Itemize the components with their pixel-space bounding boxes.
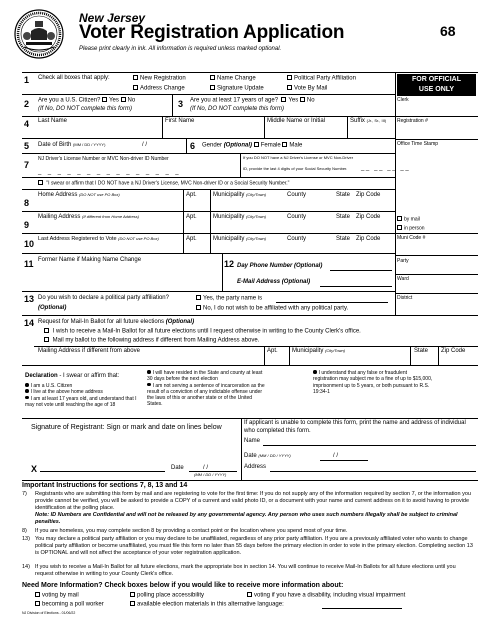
instruction-7: Registrants who are submitting this form by mail and are registering to vote for the first time: If you do not supply any of the information required by section 7, or the information you provide cannot be verified, you will be asked to provide a COPY of a current and valid photo ID, or a document with your name and current address on it to avoid having to provide identification at the polling place. xyxy=(35,491,471,511)
email-label: E-Mail Address (Optional) xyxy=(237,279,311,285)
female-checkbox[interactable] xyxy=(254,142,259,147)
home-address-label: Home Address (DO NOT use PO Box) xyxy=(38,192,120,198)
no-id-checkbox[interactable] xyxy=(38,180,43,185)
mailing-address-input[interactable] xyxy=(38,222,392,232)
declaration-col-1: I am a U.S. Citizen I live at the above home address I am at least 17 years old, and understand that I may not vote until reaching the age of 18 xyxy=(25,383,137,408)
instruction-8-number: 8) xyxy=(22,528,27,534)
section-2-note: (If No, DO NOT complete this form) xyxy=(38,106,133,112)
info-voting-by-mail[interactable]: voting by mail xyxy=(35,592,79,600)
more-info-title: Need More Information? Check boxes below if you would like to receive more information about: xyxy=(22,582,344,589)
official-use-header: FOR OFFICIAL USE ONLY xyxy=(397,74,476,96)
instruction-14: If you wish to receive a Mail-In Ballot for all future elections, mark the appropriate box in section 14. You will continue to receive Mail-In Ballots for all future elections until you request otherwise in writing to your County Clerk's office. xyxy=(35,564,456,577)
checkbox[interactable] xyxy=(133,85,138,90)
section-3-number: 3 xyxy=(178,99,184,109)
signature-label: Signature of Registrant: Sign or mark and date on lines below xyxy=(31,424,222,431)
instruction-7-note: Note: ID Numbers are Confidential and will not be released by any governmental agency. Any person who uses such numbers illegally shall be subject to criminal penalties. xyxy=(35,512,458,525)
checkbox[interactable] xyxy=(287,85,292,90)
checkbox[interactable] xyxy=(35,592,40,597)
first-name-label: First Name xyxy=(165,118,195,124)
mailing-address-label: Mailing Address (If different from Home Address) xyxy=(38,214,140,220)
section-13-number: 13 xyxy=(24,294,35,304)
state-label: State xyxy=(336,192,351,198)
instruction-7-number: 7) xyxy=(22,491,27,497)
municipality-label: Municipality (City/Town) xyxy=(213,192,267,198)
party-yes-option[interactable]: Yes, the party name is xyxy=(196,295,262,303)
phone-input[interactable] xyxy=(330,260,392,270)
state-label: State xyxy=(336,214,351,220)
citizen-yes-checkbox[interactable] xyxy=(102,97,107,102)
checkbox[interactable] xyxy=(133,75,138,80)
county-label: County xyxy=(287,236,307,242)
last-address-input[interactable] xyxy=(38,243,392,252)
assist-name-input[interactable] xyxy=(263,436,476,445)
info-poll-worker[interactable]: becoming a poll worker xyxy=(35,601,104,609)
checkbox[interactable] xyxy=(247,592,252,597)
nj-state-seal-icon xyxy=(14,9,64,59)
assist-date-label: Date (MM / DD / YYYY) xyxy=(244,453,291,459)
state-label: State xyxy=(336,236,351,242)
apt-label: Apt. xyxy=(186,236,197,242)
checkbox[interactable] xyxy=(287,75,292,80)
official-time-stamp: Office Time Stamp xyxy=(397,141,439,147)
official-clerk: Clerk xyxy=(397,97,409,103)
form-title: Voter Registration Application xyxy=(79,22,345,43)
assist-address-label: Address xyxy=(244,464,267,470)
declaration-title: Declaration - I swear or affirm that: xyxy=(25,373,120,379)
section-2-question: Are you a U.S. Citizen? Yes No xyxy=(38,97,136,104)
section-11-number: 11 xyxy=(24,259,34,269)
signature-date-label: Date xyxy=(171,465,184,471)
section-6-number: 6 xyxy=(190,141,196,151)
official-in-person[interactable]: in person xyxy=(397,225,476,232)
party-no-checkbox[interactable] xyxy=(196,305,201,310)
former-name-label: Former Name if Making Name Change xyxy=(38,257,142,263)
checkbox[interactable] xyxy=(397,216,402,221)
section-7-number: 7 xyxy=(24,160,30,170)
instruction-8: If you are homeless, you may complete section 8 by providing a contact point or the location where you spend most of your time. xyxy=(35,528,348,534)
opt-new-registration[interactable]: New Registration xyxy=(133,75,186,83)
zip-label: Zip Code xyxy=(356,214,381,220)
section-2-number: 2 xyxy=(24,99,30,109)
apt-label: Apt. xyxy=(186,192,197,198)
party-name-input[interactable] xyxy=(276,293,388,302)
official-by-mail[interactable]: by mail xyxy=(397,216,476,223)
checkbox[interactable] xyxy=(130,592,135,597)
county-label: County xyxy=(287,192,307,198)
age-yes-checkbox[interactable] xyxy=(281,97,286,102)
dob-label: Date of Birth (MM / DD / YYYY) xyxy=(38,142,106,148)
section-14-number: 14 xyxy=(24,318,35,328)
party-yes-checkbox[interactable] xyxy=(196,295,201,300)
mail-in-title: Request for Mail-In Ballot for all future elections (Optional) xyxy=(38,319,195,325)
home-address-input[interactable] xyxy=(38,200,392,210)
zip-label: Zip Code xyxy=(356,192,381,198)
apt-label: Apt. xyxy=(267,348,278,354)
mail-in-address-input[interactable] xyxy=(38,356,476,364)
official-ward: Ward xyxy=(397,276,409,282)
section-12-number: 12 xyxy=(224,259,235,269)
signature-date-slashes: / / xyxy=(203,465,209,471)
signature-date-hint: (MM / DD / YYYY) xyxy=(194,472,227,477)
municipality-label: Municipality (City/Town) xyxy=(292,348,346,354)
signature-input[interactable] xyxy=(40,440,165,470)
section-3-note: (If No, DO NOT complete this form) xyxy=(190,106,285,112)
drivers-license-label: NJ Driver's License Number or MVC Non-driver ID Number xyxy=(38,156,169,162)
no-id-affirmation[interactable]: "I swear or affirm that I DO NOT have a NJ Driver's License, MVC Non-driver ID or a Social Security Number." xyxy=(38,180,289,187)
citizen-no-checkbox[interactable] xyxy=(121,97,126,102)
mail-in-checkbox[interactable] xyxy=(44,328,49,333)
assist-name-label: Name xyxy=(244,438,261,444)
municipality-label: Municipality (City/Town) xyxy=(213,236,267,242)
opt-name-change[interactable]: Name Change xyxy=(210,75,256,83)
checkbox[interactable] xyxy=(35,601,40,606)
section-4-number: 4 xyxy=(24,119,30,129)
opt-vote-by-mail[interactable]: Vote By Mail xyxy=(287,85,327,93)
opt-party-affiliation[interactable]: Political Party Affiliation xyxy=(287,75,356,83)
suffix-label: Suffix (Jr., Sr., III) xyxy=(350,118,387,124)
zip-label: Zip Code xyxy=(356,236,381,242)
last-address-label: Last Address Registered to Vote (DO NOT use PO Box) xyxy=(38,236,159,242)
state-name: New Jersey xyxy=(79,11,146,25)
phone-label: Day Phone Number (Optional) xyxy=(237,263,323,269)
info-polling-accessibility[interactable]: polling place accessibility xyxy=(130,592,204,600)
section-8-number: 8 xyxy=(24,198,30,208)
male-checkbox[interactable] xyxy=(282,142,287,147)
ssn-input[interactable]: __ __ __ __ xyxy=(361,165,411,171)
section-3-question: Are you at least 17 years of age? Yes No xyxy=(190,97,315,104)
assist-address-input[interactable] xyxy=(270,462,476,471)
mail-in-address-label: Mailing Address if different from above xyxy=(38,348,140,354)
email-input[interactable] xyxy=(320,276,392,286)
official-party: Party xyxy=(397,258,409,264)
official-registration: Registration # xyxy=(397,118,428,124)
former-name-input[interactable] xyxy=(38,265,218,287)
opt-signature-update[interactable]: Signature Update xyxy=(210,85,264,93)
info-disability[interactable]: voting if you have a disability, including visual impairment xyxy=(247,592,405,600)
instruction-13-number: 13) xyxy=(22,536,30,542)
dob-input[interactable] xyxy=(120,140,185,150)
age-no-checkbox[interactable] xyxy=(300,97,305,102)
section-1-prompt: Check all boxes that apply: xyxy=(38,75,110,81)
apt-label: Apt. xyxy=(186,214,197,220)
middle-name-label: Middle Name or Initial xyxy=(267,118,326,124)
info-language[interactable]: available election materials in this alternative language: xyxy=(130,601,284,609)
instruction-13: You may declare a political party affiliation or you may declare to be unaffiliated, regardless of any prior party affiliation. If you are a previously affiliated voter who wants to change political party affiliation or become unaffiliated, you must file this form no later than 55 days before the primary election in order to vote in the primary election. Completing section 13 is OPTIONAL and will not affect the acceptance of your voter registration application. xyxy=(35,536,473,556)
checkbox[interactable] xyxy=(397,225,402,230)
ssn-instruction-2: ID, provide the last 4 digits of your Social Security Number. xyxy=(243,166,348,171)
checkbox[interactable] xyxy=(210,75,215,80)
party-no-option[interactable]: No, I do not wish to be affiliated with any political party. xyxy=(196,305,348,313)
assist-note: If applicant is unable to complete this form, print the name and address of individual who completed this form. xyxy=(244,420,466,434)
mail-in-option-1[interactable]: I wish to receive a Mail-In Ballot for all future elections until I request otherwise in writing to the County Clerk's office. xyxy=(44,328,361,336)
language-input[interactable] xyxy=(322,599,402,608)
zip-label: Zip Code xyxy=(441,348,466,354)
signature-date-input[interactable] xyxy=(189,460,237,471)
mail-ballot-address-checkbox[interactable] xyxy=(44,337,49,342)
party-optional: (Optional) xyxy=(38,305,67,311)
official-muni-code: Muni Code # xyxy=(397,235,426,241)
section-1-number: 1 xyxy=(24,75,30,85)
instructions-title: Important Instructions for sections 7, 8, 13 and 14 xyxy=(22,482,188,489)
section-10-number: 10 xyxy=(24,239,35,249)
opt-address-change[interactable]: Address Change xyxy=(133,85,185,93)
declaration-col-2: I will have resided in the State and county at least 30 days before the next election I am not serving a sentence of incarceration as the result of a conviction of any indictable offense under the laws of this or another state or of the United States. xyxy=(147,370,265,408)
state-label: State xyxy=(414,348,429,354)
name-input[interactable] xyxy=(38,125,392,137)
signature-x: X xyxy=(31,464,38,474)
declaration-col-3: I understand that any false or fraudulent registration may subject me to a fine of up to $15,000, imprisonment up to 5 years, or both pursuant to R.S. 19:34-1 xyxy=(313,370,433,395)
section-9-number: 9 xyxy=(24,220,30,230)
assist-date-slashes: / / xyxy=(333,453,339,459)
form-number: 68 xyxy=(440,23,456,39)
municipality-label: Municipality (City/Town) xyxy=(213,214,267,220)
section-5-number: 5 xyxy=(24,141,30,151)
footer: NJ Division of Elections - 01/06/22 xyxy=(22,611,76,615)
dob-slashes: / / xyxy=(142,142,148,148)
last-name-label: Last Name xyxy=(38,118,68,124)
checkbox[interactable] xyxy=(130,601,135,606)
party-question: Do you wish to declare a political party affiliation? xyxy=(38,295,169,301)
assist-date-input[interactable] xyxy=(320,451,368,460)
county-label: County xyxy=(287,214,307,220)
ssn-instruction-1: If you DO NOT have a NJ Driver's License or MVC Non-Driver xyxy=(243,155,354,160)
official-district: District xyxy=(397,295,413,301)
gender-field: Gender (Optional) Female Male xyxy=(202,142,303,149)
checkbox[interactable] xyxy=(210,85,215,90)
instruction-14-number: 14) xyxy=(22,564,30,570)
form-subtitle: Please print clearly in ink. All information is required unless marked optional. xyxy=(79,46,282,52)
mail-in-option-2[interactable]: Mail my ballot to the following address if different from Mailing Address above. xyxy=(44,337,259,345)
drivers-license-input[interactable]: _ _ _ _ _ _ _ _ _ _ _ _ _ _ _ xyxy=(38,169,181,175)
